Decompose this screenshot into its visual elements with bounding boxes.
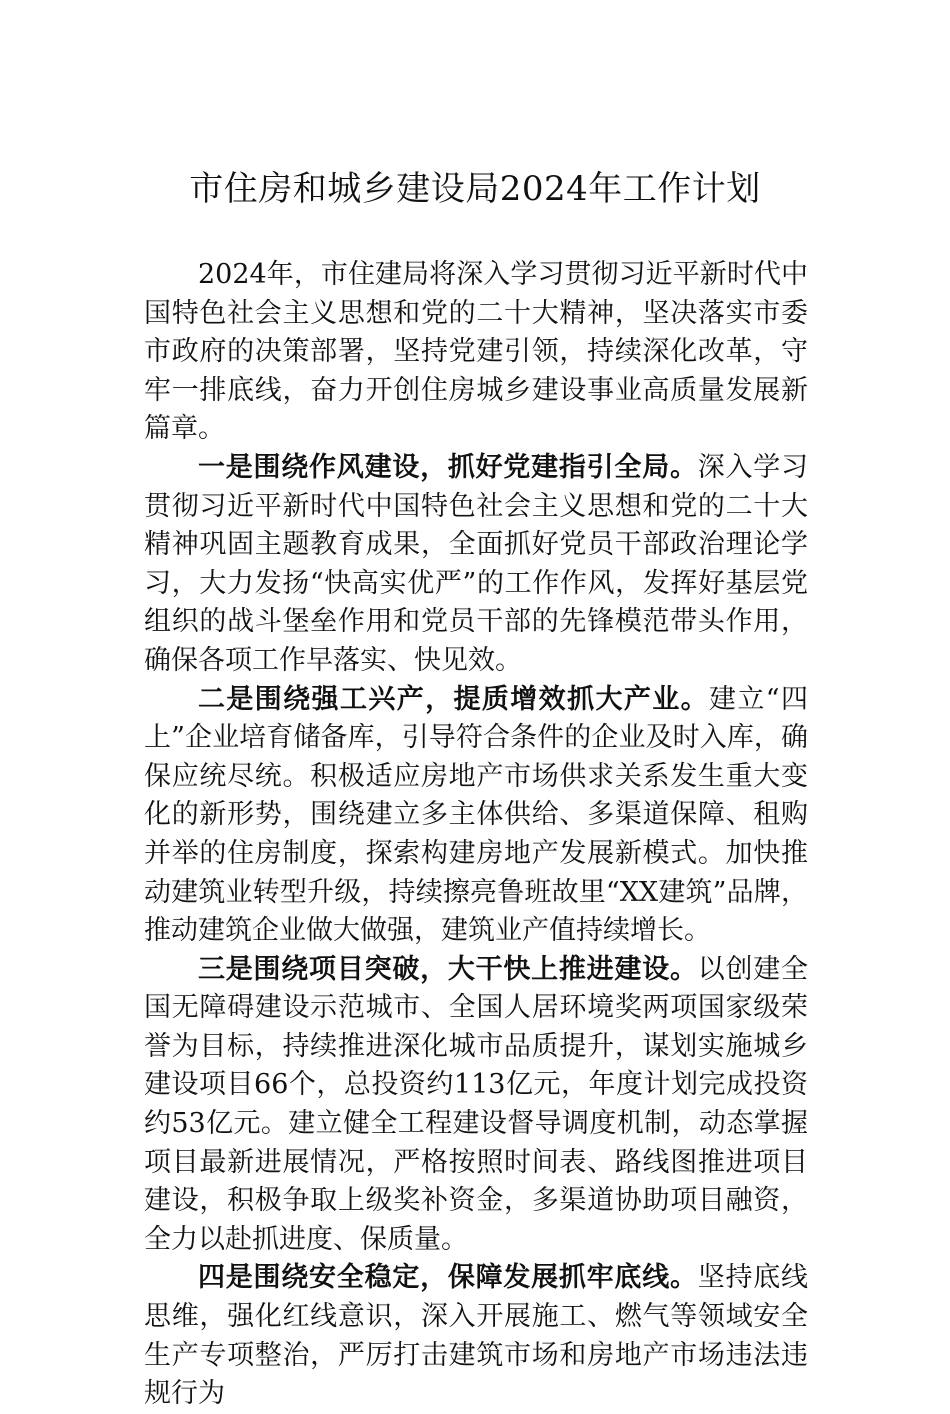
section-paragraph-2 <box>144 681 808 951</box>
section-body-2: 建立“四上”企业培育储备库，引导符合条件的企业及时入库，确保应统尽统。积极适应房地产市场供求关系发生重大变化的新形势，围绕建立多主体供给、多渠道保障、租购并举的住房制度，探索构建房地产发展新模式。加快推动建筑业转型升级，持续擦亮鲁班故里“XX建筑”品牌，推动建筑企业做大做强，建筑业产值持续增长。 <box>144 683 809 947</box>
document-title: 市住房和城乡建设局2024年工作计划 <box>189 169 761 209</box>
section-paragraph-4 <box>144 1259 808 1413</box>
section-lead-3: 三是围绕项目突破，大干快上推进建设。 <box>198 953 698 985</box>
section-body-1: 深入学习贯彻习近平新时代中国特色社会主义思想和党的二十大精神巩固主题教育成果，全面抓好党员干部政治理论学习，大力发扬“快高实优严”的工作作风，发挥好基层党组织的战斗堡垒作用和党员干部的先锋模范带头作用，确保各项工作早落实、快见效。 <box>144 451 809 676</box>
intro-paragraph: 2024年，市住建局将深入学习贯彻习近平新时代中国特色社会主义思想和党的二十大精神，坚决落实市委市政府的决策部署，坚持党建引领，持续深化改革，守牢一排底线，奋力开创住房城乡建设事业高质量发展新篇章。 <box>144 259 808 445</box>
section-lead-2: 二是围绕强工兴产，提质增效抓大产业。 <box>198 683 710 715</box>
section-paragraph-3 <box>144 951 808 1260</box>
section-lead-4: 四是围绕安全稳定，保障发展抓牢底线。 <box>198 1262 698 1294</box>
section-body-3: 以创建全国无障碍建设示范城市、全国人居环境奖两项国家级荣誉为目标，持续推进深化城市品质提升，谋划实施城乡建设项目66个，总投资约113亿元，年度计划完成投资约53亿元。建立健全工程建设督导调度机制，动态掌握项目最新进展情况，严格按照时间表、路线图推进项目建设，积极争取上级奖补资金，多渠道协助项目融资，全力以赴抓进度、保质量。 <box>144 953 809 1255</box>
section-paragraph-1 <box>144 449 808 681</box>
section-body-4: 坚持底线思维，强化红线意识，深入开展施工、燃气等领域安全生产专项整治，严厉打击建筑市场和房地产市场违法违规行为 <box>144 1262 809 1410</box>
section-lead-1: 一是围绕作风建设，抓好党建指引全局。 <box>198 451 698 483</box>
document-body <box>144 256 808 1414</box>
